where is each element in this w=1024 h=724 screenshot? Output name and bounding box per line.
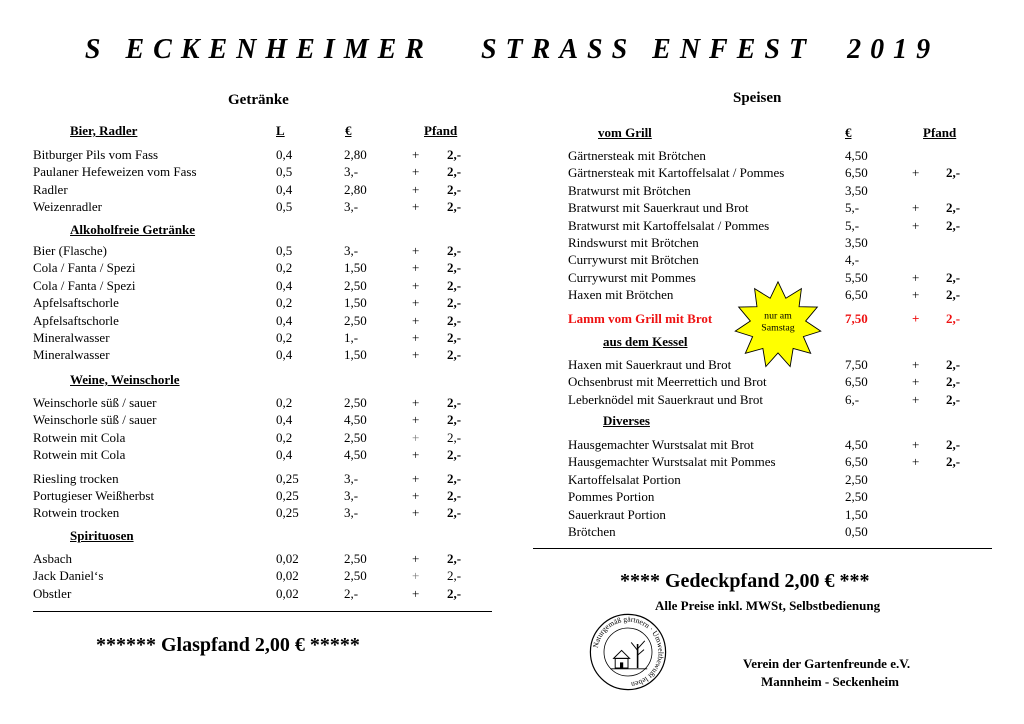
- drink-plus: +: [412, 181, 420, 197]
- food-row: [0, 251, 1000, 268]
- drink-price: 2,50: [344, 277, 367, 293]
- food-price: 5,-: [845, 217, 860, 233]
- drink-volume: 0,2: [276, 395, 293, 410]
- drink-name: Mineralwasser: [33, 330, 110, 345]
- club-logo: [588, 612, 668, 692]
- food-plus: +: [912, 165, 920, 181]
- food-row: [0, 217, 1000, 234]
- food-name: Kartoffelsalat Portion: [568, 471, 681, 487]
- food-row: [0, 523, 1000, 540]
- food-price: 4,50: [845, 148, 868, 163]
- drinks-category: Weine, Weinschorle: [70, 372, 180, 387]
- drink-volume: 0,02: [276, 551, 299, 566]
- drink-price: 1,50: [344, 295, 367, 311]
- drink-deposit: 2,-: [447, 488, 462, 503]
- drink-row: [0, 550, 500, 567]
- food-name: Bratwurst mit Sauerkraut und Brot: [568, 200, 749, 216]
- food-name: Haxen mit Brötchen: [568, 287, 674, 303]
- drink-plus: +: [412, 260, 420, 276]
- food-name: Pommes Portion: [568, 489, 655, 505]
- food-price: 7,50: [845, 310, 868, 326]
- food-row: [0, 373, 1000, 390]
- food-row: [0, 471, 1000, 488]
- food-deposit: 2,-: [946, 269, 961, 285]
- food-deposit: 2,-: [946, 454, 961, 470]
- drink-plus: +: [412, 505, 420, 521]
- food-plus: +: [912, 357, 920, 372]
- food-row: [0, 269, 1000, 286]
- drink-name: Rotwein mit Cola: [33, 429, 126, 445]
- drink-name: Cola / Fanta / Spezi: [33, 277, 136, 293]
- price-note: Alle Preise inkl. MWSt, Selbstbedienung: [655, 598, 881, 613]
- glass-deposit-note: ****** Glaspfand 2,00 € *****: [96, 634, 360, 656]
- food-name: Bratwurst mit Kartoffelsalat / Pommes: [568, 217, 770, 233]
- drink-deposit: 2,-: [447, 551, 462, 566]
- drink-plus: +: [412, 312, 420, 328]
- food-deposit: 2,-: [946, 310, 961, 326]
- drink-plus: +: [412, 164, 420, 180]
- drink-volume: 0,4: [276, 447, 293, 463]
- drink-price: 2,50: [344, 429, 367, 445]
- drink-row: [0, 585, 500, 602]
- food-plus: +: [912, 391, 920, 407]
- food-heading: Speisen: [733, 90, 782, 106]
- drink-plus: +: [412, 429, 420, 445]
- drink-deposit: 2,-: [447, 505, 462, 521]
- food-row: [0, 164, 1000, 181]
- drink-plus: +: [412, 295, 420, 311]
- drink-deposit: 2,-: [447, 199, 462, 215]
- food-name: Gärtnersteak mit Brötchen: [568, 148, 706, 163]
- drink-price: 2,50: [344, 312, 367, 328]
- drink-price: 3,-: [344, 243, 359, 258]
- drinks-heading: Getränke: [228, 92, 289, 108]
- club-name: Verein der Gartenfreunde e.V.: [743, 656, 911, 671]
- drink-price: 2,-: [344, 585, 359, 601]
- drink-volume: 0,25: [276, 470, 299, 486]
- drink-row: [0, 411, 500, 428]
- drink-row: [0, 567, 500, 584]
- drink-name: Rotwein mit Cola: [33, 447, 126, 463]
- drink-plus: +: [412, 277, 420, 293]
- food-divider: [533, 548, 992, 549]
- drink-price: 3,-: [344, 488, 359, 503]
- drink-plus: +: [412, 330, 420, 345]
- food-name: Brötchen: [568, 524, 616, 539]
- food-deposit: 2,-: [946, 374, 961, 390]
- drink-price: 2,50: [344, 568, 367, 584]
- food-price: 4,-: [845, 252, 860, 268]
- saturday-only-starburst: [733, 280, 823, 370]
- food-plus: +: [912, 437, 920, 452]
- drink-volume: 0,5: [276, 164, 293, 180]
- food-row: [0, 488, 1000, 505]
- food-deposit: 2,-: [946, 437, 961, 452]
- drink-deposit: 2,-: [447, 312, 462, 328]
- food-price: 6,50: [845, 287, 868, 303]
- drink-price: 2,80: [344, 181, 367, 197]
- food-deposit: 2,-: [946, 200, 961, 216]
- drink-plus: +: [412, 347, 420, 363]
- food-name: Hausgemachter Wurstsalat mit Brot: [568, 437, 754, 452]
- svg-text:Naturgemäß gärtnern · Umwelt: [591, 615, 666, 690]
- drink-deposit: 2,-: [447, 330, 462, 345]
- food-row: [0, 356, 1000, 373]
- drink-name: Riesling trocken: [33, 470, 119, 486]
- drinks-category: Alkoholfreie Getränke: [70, 222, 196, 237]
- drink-volume: 0,2: [276, 260, 293, 276]
- food-deposit: 2,-: [946, 391, 961, 407]
- drink-deposit: 2,-: [447, 181, 462, 197]
- food-price: 5,50: [845, 269, 868, 285]
- food-header-euro: €: [845, 125, 852, 140]
- food-plus: +: [912, 374, 920, 390]
- drink-deposit: 2,-: [447, 470, 462, 486]
- food-row: [0, 436, 1000, 453]
- food-price: 4,50: [845, 437, 868, 452]
- drink-deposit: 2,-: [447, 260, 462, 276]
- food-category: Diverses: [603, 413, 650, 428]
- drink-volume: 0,5: [276, 199, 293, 215]
- food-deposit: 2,-: [946, 217, 961, 233]
- food-row: [0, 391, 1000, 408]
- drink-deposit: 2,-: [447, 277, 462, 293]
- drink-deposit: 2,-: [447, 585, 462, 601]
- drink-name: Bitburger Pils vom Fass: [33, 147, 159, 162]
- drink-volume: 0,2: [276, 295, 293, 311]
- drink-volume: 0,25: [276, 488, 299, 503]
- drink-plus: +: [412, 488, 420, 503]
- drink-deposit: 2,-: [447, 568, 462, 584]
- food-price: 6,50: [845, 454, 868, 470]
- drink-price: 2,80: [344, 147, 367, 162]
- drink-plus: +: [412, 447, 420, 463]
- drink-volume: 0,2: [276, 429, 293, 445]
- drink-name: Jack Daniel‘s: [33, 568, 104, 584]
- food-deposit: 2,-: [946, 165, 961, 181]
- cover-deposit-note: **** Gedeckpfand 2,00 € ***: [620, 570, 870, 592]
- drinks-divider: [33, 611, 492, 612]
- food-deposit: 2,-: [946, 357, 961, 372]
- drink-volume: 0,4: [276, 181, 293, 197]
- drink-name: Cola / Fanta / Spezi: [33, 260, 136, 276]
- drinks-header-liter: L: [276, 123, 285, 138]
- drinks-header-category: Bier, Radler: [70, 123, 138, 138]
- drink-name: Radler: [33, 181, 68, 197]
- food-plus: +: [912, 217, 920, 233]
- food-price: 7,50: [845, 357, 868, 372]
- food-deposit: 2,-: [946, 287, 961, 303]
- drink-volume: 0,5: [276, 243, 293, 258]
- food-row-highlight: [0, 310, 1000, 327]
- drink-deposit: 2,-: [447, 412, 462, 428]
- drink-plus: +: [412, 568, 420, 584]
- drinks-header-euro: €: [345, 123, 352, 138]
- drink-volume: 0,4: [276, 147, 293, 162]
- drink-deposit: 2,-: [447, 147, 462, 162]
- food-price: 2,50: [845, 471, 868, 487]
- drink-name: Rotwein trocken: [33, 505, 120, 521]
- food-price: 2,50: [845, 489, 868, 505]
- food-row: [0, 453, 1000, 470]
- food-name: Sauerkraut Portion: [568, 506, 666, 522]
- drink-name: Apfelsaftschorle: [33, 295, 119, 311]
- food-row: [0, 286, 1000, 303]
- drink-price: 1,50: [344, 347, 367, 363]
- drink-price: 4,50: [344, 447, 367, 463]
- drink-name: Obstler: [33, 585, 72, 601]
- food-price: 5,-: [845, 200, 860, 216]
- drink-name: Weinschorle süß / sauer: [33, 395, 157, 410]
- food-plus: +: [912, 310, 920, 326]
- food-price: 6,-: [845, 391, 860, 407]
- drinks-header-pfand: Pfand: [424, 123, 458, 138]
- drink-price: 3,-: [344, 164, 359, 180]
- drink-deposit: 2,-: [447, 347, 462, 363]
- drink-name: Bier (Flasche): [33, 243, 108, 258]
- drink-name: Mineralwasser: [33, 347, 110, 363]
- logo-text: Naturgemäß gärtnern · Umweltbewußt leben: [590, 614, 666, 690]
- drink-plus: +: [412, 243, 420, 258]
- drink-volume: 0,4: [276, 412, 293, 428]
- drink-volume: 0,02: [276, 585, 299, 601]
- drink-price: 3,-: [344, 199, 359, 215]
- drink-volume: 0,4: [276, 277, 293, 293]
- drink-name: Asbach: [33, 551, 72, 566]
- food-name: Hausgemachter Wurstsalat mit Pommes: [568, 454, 776, 470]
- drink-price: 1,-: [344, 330, 359, 345]
- drink-deposit: 2,-: [447, 447, 462, 463]
- food-category: aus dem Kessel: [603, 334, 688, 349]
- food-plus: +: [912, 269, 920, 285]
- drink-volume: 0,4: [276, 312, 293, 328]
- club-location: Mannheim - Seckenheim: [761, 674, 899, 689]
- drink-deposit: 2,-: [447, 295, 462, 311]
- drink-volume: 0,25: [276, 505, 299, 521]
- food-name: Rindswurst mit Brötchen: [568, 235, 699, 250]
- drink-volume: 0,4: [276, 347, 293, 363]
- food-price: 6,50: [845, 374, 868, 390]
- food-row: [0, 199, 1000, 216]
- drink-plus: +: [412, 585, 420, 601]
- drink-name: Weizenradler: [33, 199, 102, 215]
- food-price: 6,50: [845, 165, 868, 181]
- food-name: Currywurst mit Pommes: [568, 269, 696, 285]
- food-name: Haxen mit Sauerkraut und Brot: [568, 357, 732, 372]
- drink-price: 4,50: [344, 412, 367, 428]
- drink-row: [0, 329, 500, 346]
- food-plus: +: [912, 200, 920, 216]
- food-price: 3,50: [845, 235, 868, 250]
- drink-name: Paulaner Hefeweizen vom Fass: [33, 164, 197, 180]
- drink-deposit: 2,-: [447, 164, 462, 180]
- drink-price: 3,-: [344, 505, 359, 521]
- food-name: Ochsenbrust mit Meerrettich und Brot: [568, 374, 767, 390]
- food-price: 1,50: [845, 506, 868, 522]
- drink-plus: +: [412, 147, 420, 162]
- food-name: Currywurst mit Brötchen: [568, 252, 699, 268]
- food-name: Bratwurst mit Brötchen: [568, 182, 691, 198]
- food-header-category: vom Grill: [598, 125, 652, 140]
- food-row: [0, 234, 1000, 251]
- food-row: [0, 506, 1000, 523]
- food-name: Gärtnersteak mit Kartoffelsalat / Pommes: [568, 165, 785, 181]
- food-row: [0, 147, 1000, 164]
- drink-plus: +: [412, 470, 420, 486]
- drink-volume: 0,02: [276, 568, 299, 584]
- page-title: S ECKENHEIMER STRASS ENFEST 2019: [84, 34, 940, 65]
- drink-plus: +: [412, 199, 420, 215]
- drink-deposit: 2,-: [447, 429, 462, 445]
- drink-plus: +: [412, 395, 420, 410]
- drink-deposit: 2,-: [447, 395, 462, 410]
- food-row: [0, 182, 1000, 199]
- drink-plus: +: [412, 551, 420, 566]
- food-price: 3,50: [845, 182, 868, 198]
- food-plus: +: [912, 287, 920, 303]
- drink-price: 3,-: [344, 470, 359, 486]
- starburst-line1: nur am: [764, 310, 792, 322]
- drink-plus: +: [412, 412, 420, 428]
- drink-volume: 0,2: [276, 330, 293, 345]
- food-plus: +: [912, 454, 920, 470]
- food-name: Leberknödel mit Sauerkraut und Brot: [568, 391, 763, 407]
- food-price: 0,50: [845, 524, 868, 539]
- drink-price: 2,50: [344, 551, 367, 566]
- drink-name: Portugieser Weißherbst: [33, 488, 155, 503]
- drinks-category: Spirituosen: [70, 528, 134, 543]
- drink-name: Weinschorle süß / sauer: [33, 412, 157, 428]
- food-header-pfand: Pfand: [923, 125, 957, 140]
- food-name: Lamm vom Grill mit Brot: [568, 310, 713, 326]
- starburst-line2: Samstag: [761, 322, 795, 334]
- drink-price: 2,50: [344, 395, 367, 410]
- drink-name: Apfelsaftschorle: [33, 312, 119, 328]
- drink-deposit: 2,-: [447, 243, 462, 258]
- drink-price: 1,50: [344, 260, 367, 276]
